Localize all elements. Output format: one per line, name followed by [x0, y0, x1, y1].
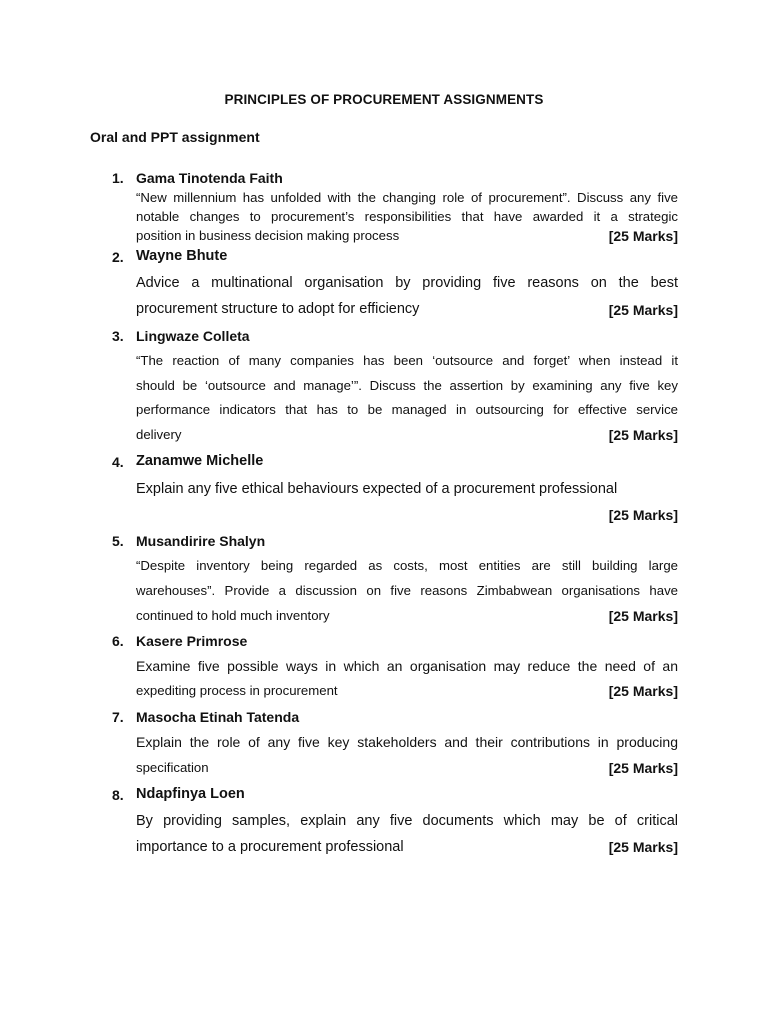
question-line: should be ‘outsource and manage’”. Discuss the assertion by examining any five key	[136, 378, 678, 393]
item-number: 8.	[112, 787, 124, 803]
item-number: 5.	[112, 533, 124, 549]
student-name: Kasere Primrose	[136, 633, 248, 649]
student-name: Masocha Etinah Tatenda	[136, 709, 300, 725]
marks-label: [25 Marks]	[608, 839, 678, 855]
question-line: Advice a multinational organisation by providing five reasons on the best	[136, 275, 678, 291]
question-line: delivery	[136, 427, 182, 442]
marks-label: [25 Marks]	[608, 427, 678, 443]
question-line: specification	[136, 760, 209, 775]
marks-label: [25 Marks]	[608, 760, 678, 776]
item-number: 3.	[112, 328, 124, 344]
marks-label: [25 Marks]	[608, 608, 678, 624]
item-number: 6.	[112, 633, 124, 649]
assignment-subtitle: Oral and PPT assignment	[90, 129, 260, 145]
question-line: procurement structure to adopt for efficiency	[136, 301, 420, 317]
question-line: performance indicators that has to be managed in outsourcing for effective service	[136, 402, 678, 417]
question-line: “New millennium has unfolded with the changing role of procurement”. Discuss any five	[136, 190, 678, 205]
item-number: 2.	[112, 249, 124, 265]
document-title: PRINCIPLES OF PROCUREMENT ASSIGNMENTS	[224, 92, 544, 107]
item-number: 1.	[112, 170, 124, 186]
question-line: By providing samples, explain any five documents which may be of critical	[136, 813, 678, 829]
marks-label: [25 Marks]	[608, 228, 678, 244]
question-line: notable changes to procurement’s responsibilities that have awarded it a strategic	[136, 209, 678, 224]
question-line: continued to hold much inventory	[136, 608, 330, 623]
question-line: importance to a procurement professional	[136, 839, 404, 855]
student-name: Zanamwe Michelle	[136, 453, 264, 469]
question-line: Explain any five ethical behaviours expected of a procurement professional	[136, 481, 618, 497]
question-line: “Despite inventory being regarded as costs, most entities are still building large	[136, 558, 678, 573]
marks-label: [25 Marks]	[608, 683, 678, 699]
student-name: Lingwaze Colleta	[136, 328, 250, 344]
item-number: 4.	[112, 454, 124, 470]
student-name: Gama Tinotenda Faith	[136, 170, 283, 186]
marks-label: [25 Marks]	[608, 302, 678, 318]
question-line: warehouses”. Provide a discussion on five reasons Zimbabwean organisations have	[136, 583, 678, 598]
student-name: Musandirire Shalyn	[136, 533, 266, 549]
marks-label: [25 Marks]	[608, 507, 678, 523]
question-line: position in business decision making process	[136, 228, 400, 243]
item-number: 7.	[112, 709, 124, 725]
question-line: Explain the role of any five key stakeholders and their contributions in producing	[136, 734, 678, 750]
student-name: Wayne Bhute	[136, 248, 228, 264]
question-line: expediting process in procurement	[136, 683, 338, 698]
question-line: Examine five possible ways in which an organisation may reduce the need of an	[136, 658, 678, 674]
question-line: “The reaction of many companies has been ‘outsource and forget’ when instead it	[136, 353, 678, 368]
student-name: Ndapfinya Loen	[136, 786, 245, 802]
